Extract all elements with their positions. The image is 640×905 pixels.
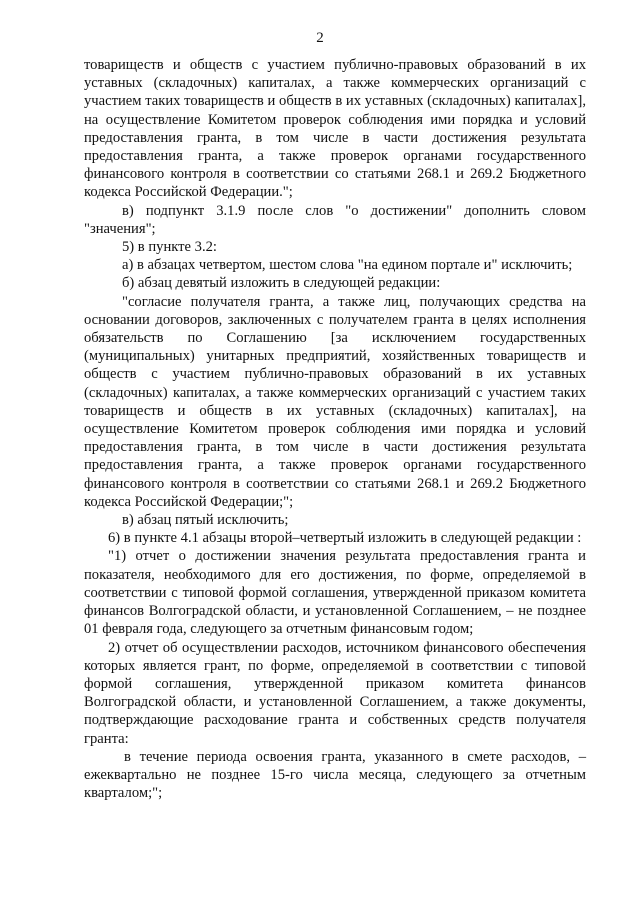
paragraph-item-5: 5) в пункте 3.2:	[122, 239, 217, 256]
paragraph-report-2: 2) отчет об осуществлении расходов, источником финансового обеспечения которых является грант, по форме, определяемой в соответствии с типовой формой соглашения, утвержденной приказом комитета финансов Волгоградской области, и установленной Соглашением, а также документы, подтверждающие расходование гранта и собственных средств получателя гранта:	[84, 639, 586, 747]
paragraph-subitem-b: б) абзац девятый изложить в следующей редакции:	[122, 275, 441, 292]
page-number: 2	[316, 30, 324, 46]
paragraph-report-1: "1) отчет о достижении значения результата предоставления гранта и показателя, необходимого для его достижения, по форме, определяемой в соответствии с типовой формой соглашения, утвержденной приказом комитета финансов Волгоградской области, и установленной Соглашением, – не позднее 01 февраля года, следующего за отчетным финансовым годом;	[84, 548, 586, 638]
paragraph-continuation: товариществ и обществ с участием публично-правовых образований в их уставных (складочных) капиталах, а также коммерческих организаций с участием таких товариществ и обществ в их уставных (складочных) капиталах], на осуществление Комитетом проверок соблюдения ими порядка и условий предоставления гранта, в том числе в части достижения результата предоставления гранта, а также проверок органами государственного финансового контроля в соответствии со статьями 268.1 и 269.2 Бюджетного кодекса Российской Федерации.";	[84, 57, 586, 201]
paragraph-quarterly: в течение периода освоения гранта, указанного в смете расходов, – ежеквартально не позднее 15-го числа месяца, следующего за отчетным кварталом;";	[84, 748, 586, 802]
paragraph-item-6: 6) в пункте 4.1 абзацы второй–четвертый изложить в следующей редакции :	[108, 530, 582, 547]
paragraph-quoted-consent: "согласие получателя гранта, а также лиц, получающих средства на основании договоров, заключенных с получателем гранта в целях исполнения обязательств по Соглашению [за исключением государственных (муниципальных) унитарных предприятий, хозяйственных товариществ и обществ с участием публично-правовых образований в их уставных (складочных) капиталах, а также коммерческих организаций с участием таких товариществ и обществ в их уставных (складочных) капиталах], на осуществление Комитетом проверок соблюдения ими порядка и условий предоставления гранта, в том числе в части достижения результата предоставления гранта, а также проверок органами государственного финансового контроля в соответствии со статьями 268.1 и 269.2 Бюджетного кодекса Российской Федерации;";	[84, 293, 586, 510]
paragraph-subitem-v: в) подпункт 3.1.9 после слов "о достижении" дополнить словом "значения";	[84, 202, 586, 237]
paragraph-subitem-a: а) в абзацах четвертом, шестом слова "на едином портале и" исключить;	[122, 257, 573, 274]
paragraph-subitem-v-2: в) абзац пятый исключить;	[122, 512, 289, 529]
